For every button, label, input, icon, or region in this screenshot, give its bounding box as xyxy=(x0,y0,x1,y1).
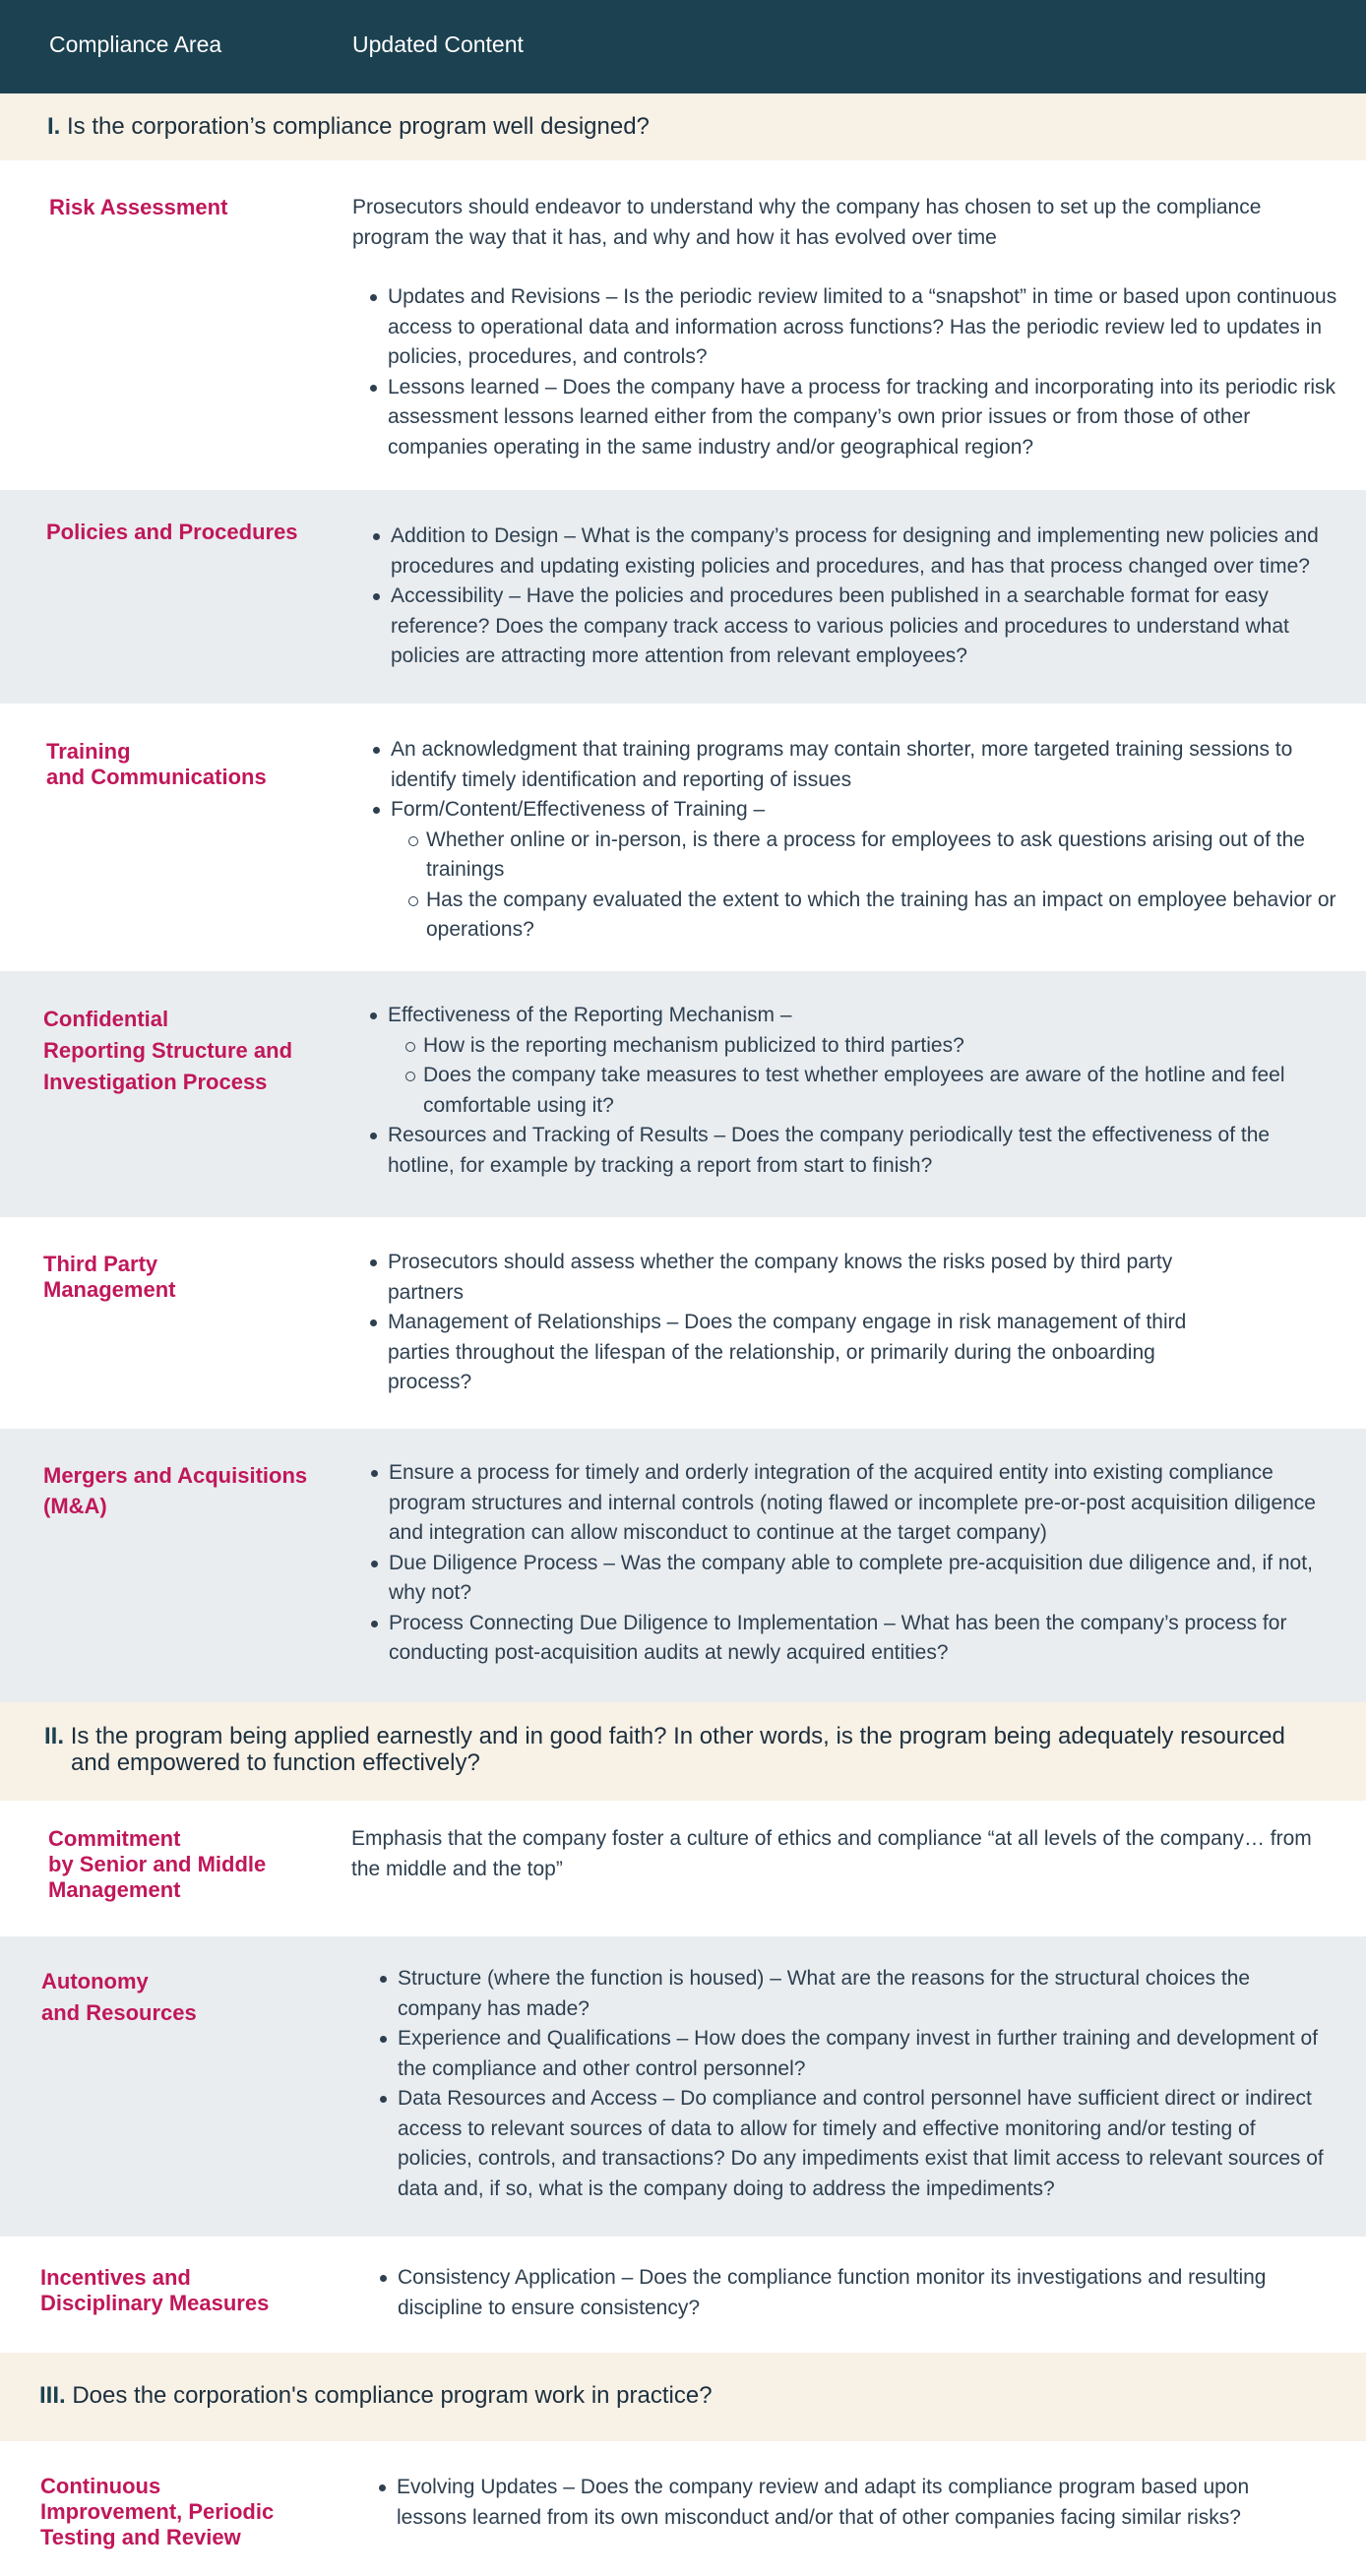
list-item: Lessons learned – Does the company have a process for tracking and incorporating into its periodic risk assessment lessons learned either from the company’s own prior issues or from those of other companies operating in the same industry and/or geographical region? xyxy=(370,373,1344,463)
list-item-text: Form/Content/Effectiveness of Training – xyxy=(391,798,766,821)
bullet-list xyxy=(370,1248,1197,1398)
area-label: Policies and Procedures xyxy=(46,520,298,544)
bullet-list xyxy=(373,521,1337,672)
sub-list-item: How is the reporting mechanism publicized to third parties? xyxy=(405,1031,1325,1062)
bullet-list xyxy=(379,2473,1324,2533)
bullet-list xyxy=(380,2263,1325,2323)
row-autonomy-resources xyxy=(0,1936,1366,2237)
bullet-list xyxy=(370,1001,1325,1181)
area-label: Commitment by Senior and Middle Management xyxy=(48,1826,267,1902)
list-item: Experience and Qualifications – How does the company invest in further training and development of the compliance and other control personnel? xyxy=(380,2024,1325,2084)
sub-list-item: Whether online or in-person, is there a process for employees to ask questions arising out of the trainings xyxy=(408,826,1337,886)
section-number: III. xyxy=(39,2382,66,2409)
row-confidential-reporting xyxy=(0,971,1366,1217)
list-item: Consistency Application – Does the compliance function monitor its investigations and resulting discipline to ensure consistency? xyxy=(380,2263,1325,2323)
list-item: Resources and Tracking of Results – Does the company periodically test the effectiveness of the hotline, for example by tracking a report from start to finish? xyxy=(370,1121,1325,1181)
row-intro-text: Prosecutors should endeavor to understand why the company has chosen to set up the compliance program the way that it has, and why and how it has evolved over time xyxy=(352,196,1262,249)
sub-list-item: Does the company take measures to test whether employees are aware of the hotline and feel comfortable using it? xyxy=(405,1061,1325,1121)
column-header-updated-content: Updated Content xyxy=(352,31,524,57)
row-risk-assessment xyxy=(0,160,1366,490)
section-heading-1 xyxy=(0,93,1366,160)
area-label: Autonomy and Resources xyxy=(41,1969,197,2025)
area-label: Risk Assessment xyxy=(49,195,228,219)
section-title: Is the corporation’s compliance program well designed? xyxy=(67,113,650,140)
list-item xyxy=(370,1001,1325,1121)
area-label: Continuous Improvement, Periodic Testing and Review xyxy=(40,2474,275,2549)
sub-list-item: Has the company evaluated the extent to which the training has an impact on employee behavior or operations? xyxy=(408,886,1337,946)
section-number: II. xyxy=(44,1723,65,1749)
list-item: Addition to Design – What is the company’s process for designing and implementing new policies and procedures and updating existing policies and procedures, and has that process changed over time? xyxy=(373,521,1337,582)
row-commitment-management xyxy=(0,1801,1366,1936)
bullet-list xyxy=(373,735,1337,946)
area-label: Confidential Reporting Structure and Investigation Process xyxy=(43,1007,293,1094)
bullet-list xyxy=(370,282,1344,462)
list-item: Structure (where the function is housed) – What are the reasons for the structural choices the company has made? xyxy=(380,1964,1325,2024)
row-incentives-disciplinary xyxy=(0,2237,1366,2353)
table-header xyxy=(0,0,1366,93)
list-item: Accessibility – Have the policies and procedures been published in a searchable format for easy reference? Does the company track access to various policies and procedures to understand what policies are attracting more attention from relevant employees? xyxy=(373,582,1337,672)
section-heading-2 xyxy=(0,1702,1366,1801)
sub-bullet-list xyxy=(408,826,1337,946)
section-heading-3 xyxy=(0,2353,1366,2441)
row-continuous-improvement xyxy=(0,2441,1366,2576)
list-item: Prosecutors should assess whether the company knows the risks posed by third party partners xyxy=(370,1248,1197,1308)
list-item: Due Diligence Process – Was the company able to complete pre-acquisition due diligence and, if not, why not? xyxy=(371,1549,1335,1609)
area-label: Incentives and Disciplinary Measures xyxy=(40,2265,270,2315)
list-item-text: Effectiveness of the Reporting Mechanism – xyxy=(388,1004,792,1026)
list-item: An acknowledgment that training programs may contain shorter, more targeted training sessions to identify timely identification and reporting of issues xyxy=(373,735,1337,795)
column-header-compliance-area: Compliance Area xyxy=(49,31,222,57)
section-title: Does the corporation's compliance program work in practice? xyxy=(72,2382,713,2409)
list-item: Ensure a process for timely and orderly integration of the acquired entity into existing compliance program structures and internal controls (noting flawed or incomplete pre-or-post acquisition diligence and integration can allow misconduct to continue at the target company) xyxy=(371,1458,1335,1549)
section-number: I. xyxy=(47,113,61,140)
list-item: Process Connecting Due Diligence to Implementation – What has been the company’s process for conducting post-acquisition audits at newly acquired entities? xyxy=(371,1609,1335,1669)
row-third-party-management xyxy=(0,1217,1366,1429)
list-item xyxy=(373,795,1337,946)
area-label: Third Party Management xyxy=(43,1252,176,1302)
list-item: Management of Relationships – Does the company engage in risk management of third parties throughout the lifespan of the relationship, or primarily during the onboarding process? xyxy=(370,1308,1197,1398)
row-intro-text: Emphasis that the company foster a culture of ethics and compliance “at all levels of the company… from the middle and the top” xyxy=(351,1827,1312,1880)
bullet-list xyxy=(380,1964,1325,2204)
row-mergers-acquisitions xyxy=(0,1429,1366,1702)
section-title: Is the program being applied earnestly and in good faith? In other words, is the program being adequately resourced and empowered to function effectively? xyxy=(70,1723,1285,1776)
row-policies-procedures xyxy=(0,490,1366,704)
bullet-list xyxy=(371,1458,1335,1669)
area-label: Training and Communications xyxy=(46,739,267,789)
list-item: Data Resources and Access – Do compliance and control personnel have sufficient direct or indirect access to relevant sources of data to allow for timely and effective monitoring and/or testing of policies, controls, and transactions? Do any impediments exist that limit access to relevant sources of data and, if so, what is the company doing to address the impediments? xyxy=(380,2084,1325,2204)
list-item: Evolving Updates – Does the company review and adapt its compliance program based upon lessons learned from its own misconduct and/or that of other companies facing similar risks? xyxy=(379,2473,1324,2533)
list-item: Updates and Revisions – Is the periodic review limited to a “snapshot” in time or based upon continuous access to operational data and information across functions? Has the periodic review led to updates in policies, procedures, and controls? xyxy=(370,282,1344,373)
sub-bullet-list xyxy=(405,1031,1325,1122)
area-label: Mergers and Acquisitions (M&A) xyxy=(43,1463,308,1518)
row-training xyxy=(0,704,1366,971)
